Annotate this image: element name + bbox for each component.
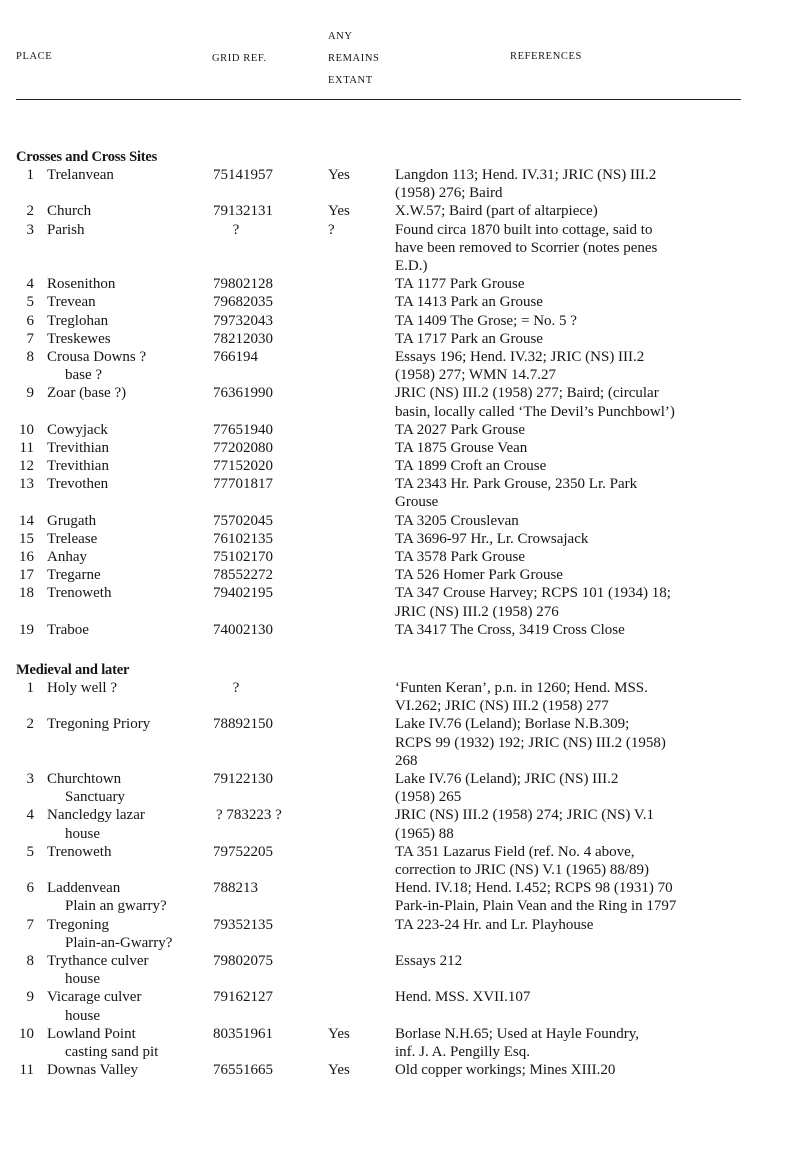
grid-ref: 80351961 [213,1025,273,1042]
reference-line: TA 351 Lazarus Field (ref. No. 4 above, [395,843,635,860]
place-name [47,843,111,861]
table-row [0,621,800,639]
reference-line: TA 1717 Park an Grouse [395,330,543,347]
place-name [47,348,146,384]
row-number: 9 [26,989,34,1006]
place-name [47,584,111,602]
references [395,952,745,970]
place-line: Crousa Downs ? [47,348,147,365]
references [395,879,745,915]
reference-line: TA 1409 The Grose; = No. 5 ? [395,312,577,329]
reference-line: TA 2343 Hr. Park Grouse, 2350 Lr. Park [395,476,638,493]
references [395,988,745,1006]
row-number: 5 [26,843,34,860]
place-name [47,952,149,988]
references [395,512,745,530]
reference-line: JRIC (NS) III.2 (1958) 276 [395,603,559,620]
row-number: 6 [26,880,34,897]
grid-ref: 79732043 [213,312,273,329]
reference-line: TA 223-24 Hr. and Lr. Playhouse [395,916,594,933]
table-row [0,916,800,952]
header-extant-line1: ANY [328,31,353,42]
grid-ref: 75102170 [213,549,273,566]
reference-line: Hend. IV.18; Hend. I.452; RCPS 98 (1931) 70 [395,880,673,897]
place-name [47,293,96,311]
place-subline: Plain an gwarry? [65,898,167,915]
table-row [0,806,800,842]
table-row [0,166,800,202]
table-row [0,988,800,1024]
reference-line: TA 526 Homer Park Grouse [395,567,563,584]
place-line: Parish [47,221,85,238]
place-line: Cowyjack [47,421,108,438]
table-row [0,421,800,439]
table-row [0,548,800,566]
reference-line: E.D.) [395,257,428,274]
place-line: Vicarage culver [47,989,142,1006]
references [395,770,745,806]
reference-line: Hend. MSS. XVII.107 [395,989,531,1006]
place-line: Tregoning Priory [47,716,151,733]
grid-ref: 77152020 [213,458,273,475]
place-subline: base ? [65,367,103,384]
reference-line: Lake IV.76 (Leland); JRIC (NS) III.2 [395,770,619,787]
place-line: Downas Valley [47,1062,138,1079]
row-number: 5 [26,294,34,311]
place-line: Lowland Point [47,1025,136,1042]
reference-line: TA 347 Crouse Harvey; RCPS 101 (1934) 18; [395,585,671,602]
place-line: Nancledgy lazar [47,807,145,824]
references [395,457,745,475]
place-line: Trevithian [47,439,109,456]
remains-extant: Yes [328,203,350,220]
reference-line: Lake IV.76 (Leland); Borlase N.B.309; [395,716,630,733]
row-number: 9 [26,385,34,402]
place-line: Zoar (base ?) [47,385,127,402]
row-number: 19 [19,621,34,638]
references [395,166,745,202]
table-row [0,384,800,420]
place-name [47,548,87,566]
grid-ref: 77701817 [213,476,273,493]
reference-line: TA 1875 Grouse Vean [395,439,528,456]
place-name [47,621,89,639]
reference-line: basin, locally called ‘The Devil’s Punchbowl’) [395,403,675,420]
place-subline: Plain-an-Gwarry? [65,934,173,951]
place-name [47,1025,158,1061]
references [395,916,745,934]
place-name [47,679,117,697]
table-rows [0,166,800,639]
references [395,439,745,457]
row-number: 10 [19,1025,34,1042]
reference-line: VI.262; JRIC (NS) III.2 (1958) 277 [395,698,609,715]
grid-ref: 79752205 [213,843,273,860]
place-name [47,770,125,806]
place-subline: Sanctuary [65,789,125,806]
row-number: 7 [26,330,34,347]
reference-line: TA 1413 Park an Grouse [395,294,543,311]
table-row [0,512,800,530]
grid-ref: 76551665 [213,1062,273,1079]
table-row [0,221,800,276]
references [395,621,745,639]
section-title: Medieval and later [16,662,130,678]
row-number: 8 [26,952,34,969]
references [395,566,745,584]
header-references: REFERENCES [510,51,582,62]
place-line: Trevithian [47,458,109,475]
place-name [47,202,91,220]
place-name [47,166,114,184]
row-number: 12 [19,458,34,475]
table-row [0,1061,800,1079]
row-number: 2 [26,203,34,220]
place-line: Holy well ? [47,680,117,696]
reference-line: TA 3417 The Cross, 3419 Cross Close [395,621,625,638]
grid-ref: 79352135 [213,916,273,933]
references [395,584,745,620]
table-row [0,439,800,457]
reference-line: TA 2027 Park Grouse [395,421,526,438]
reference-line: RCPS 99 (1932) 192; JRIC (NS) III.2 (1958) [395,734,666,751]
references [395,715,745,770]
grid-ref: 77202080 [213,439,273,456]
table-row [0,202,800,220]
place-line: Church [47,203,92,220]
row-number: 18 [19,585,34,602]
grid-ref: 74002130 [213,621,273,638]
row-number: 7 [26,916,34,933]
row-number: 1 [26,680,34,696]
table-row [0,475,800,511]
grid-ref: 75141957 [213,167,273,183]
header-grid-ref: GRID REF. [212,53,267,64]
grid-ref: ? [232,680,240,696]
remains-extant: Yes [328,1062,350,1079]
references [395,330,745,348]
references [395,384,745,420]
header-extant-line2: REMAINS [328,53,380,64]
table-row [0,584,800,620]
place-line: Tregarne [47,567,101,584]
reference-line: (1965) 88 [395,825,454,842]
reference-line: TA 3696-97 Hr., Lr. Crowsajack [395,530,589,547]
place-name [47,275,115,293]
place-name [47,879,167,915]
references [395,275,745,293]
place-line: Trelease [47,530,98,547]
table-row [0,293,800,311]
place-line: Grugath [47,512,97,529]
place-name [47,806,145,842]
grid-ref: 76361990 [213,385,273,402]
grid-ref: 79802075 [213,952,273,969]
references [395,312,745,330]
reference-line: (1958) 276; Baird [395,185,503,202]
grid-ref: 75702045 [213,512,273,529]
references [395,679,745,715]
place-name [47,439,109,457]
reference-line: have been removed to Scorrier (notes penes [395,239,658,256]
place-name [47,1061,138,1079]
reference-line: TA 3205 Crouslevan [395,512,519,529]
grid-ref: 77651940 [213,421,273,438]
references [395,806,745,842]
table-row [0,330,800,348]
row-number: 4 [26,276,34,293]
remains-extant: Yes [328,167,350,183]
place-subline: house [65,825,100,842]
place-name [47,715,150,733]
reference-line: JRIC (NS) III.2 (1958) 274; JRIC (NS) V.1 [395,807,655,824]
place-name [47,475,108,493]
place-name [47,566,101,584]
grid-ref: 79802128 [213,276,273,293]
place-name [47,916,172,952]
table-row [0,566,800,584]
reference-line: correction to JRIC (NS) V.1 (1965) 88/89) [395,861,650,878]
reference-line: JRIC (NS) III.2 (1958) 277; Baird; (circular [395,385,659,402]
reference-line: Essays 212 [395,952,463,969]
remains-extant: ? [328,221,335,238]
place-line: Traboe [47,621,89,638]
place-name [47,512,96,530]
row-number: 11 [19,1062,34,1079]
reference-line: Old copper workings; Mines XIII.20 [395,1062,616,1079]
grid-ref: ? 783223 ? [216,807,282,824]
place-name [47,330,111,348]
place-line: Laddenvean [47,880,121,897]
reference-line: X.W.57; Baird (part of altarpiece) [395,203,598,220]
grid-ref: 79402195 [213,585,273,602]
place-line: Anhay [47,549,87,566]
header-place: PLACE [16,51,53,62]
place-name [47,530,97,548]
row-number: 4 [26,807,34,824]
reference-line: Borlase N.H.65; Used at Hayle Foundry, [395,1025,639,1042]
place-line: Tregoning [47,916,109,933]
place-line: Trenoweth [47,585,112,602]
table-row [0,1025,800,1061]
grid-ref: 79132131 [213,203,273,220]
reference-line: ‘Funten Keran’, p.n. in 1260; Hend. MSS. [395,680,648,696]
table-row [0,952,800,988]
row-number: 8 [26,348,34,365]
references [395,475,745,511]
reference-line: Grouse [395,494,439,511]
place-line: Trevean [47,294,96,311]
grid-ref: 76102135 [213,530,273,547]
reference-line: TA 1177 Park Grouse [395,276,525,293]
reference-line: Park-in-Plain, Plain Vean and the Ring in 1797 [395,898,677,915]
table-row [0,770,800,806]
table-row [0,348,800,384]
reference-line: (1958) 265 [395,789,462,806]
place-subline: house [65,1007,100,1024]
row-number: 16 [19,549,34,566]
place-line: Trevothen [47,476,109,493]
table-row [0,530,800,548]
row-number: 13 [19,476,34,493]
row-number: 15 [19,530,34,547]
references [395,530,745,548]
grid-ref: 79682035 [213,294,273,311]
place-line: Treglohan [47,312,109,329]
references [395,843,745,879]
place-name [47,988,141,1024]
grid-ref: ? [232,221,240,238]
place-name [47,421,108,439]
row-number: 3 [26,770,34,787]
reference-line: Langdon 113; Hend. IV.31; JRIC (NS) III.2 [395,167,657,183]
place-line: Trythance culver [47,952,149,969]
grid-ref: 78552272 [213,567,273,584]
table-row [0,879,800,915]
grid-ref: 788213 [213,880,258,897]
grid-ref: 79122130 [213,770,273,787]
table-row [0,843,800,879]
header-divider [16,99,741,100]
row-number: 2 [26,716,34,733]
remains-extant: Yes [328,1025,350,1042]
place-subline: casting sand pit [65,1043,159,1060]
section-title: Crosses and Cross Sites [16,149,158,165]
references [395,221,745,276]
table-row [0,275,800,293]
row-number: 14 [19,512,34,529]
grid-ref: 79162127 [213,989,273,1006]
table-row [0,457,800,475]
reference-line: Found circa 1870 built into cottage, said to [395,221,653,238]
references [395,1025,745,1061]
place-name [47,457,109,475]
references [395,1061,745,1079]
references [395,293,745,311]
references [395,202,745,220]
place-name [47,312,108,330]
row-number: 11 [19,439,34,456]
row-number: 10 [19,421,34,438]
references [395,421,745,439]
place-line: Trenoweth [47,843,112,860]
table-row [0,312,800,330]
place-line: Trelanvean [47,167,114,183]
reference-line: 268 [395,752,418,769]
table-row [0,715,800,770]
reference-line: TA 3578 Park Grouse [395,549,526,566]
place-name [47,384,126,402]
place-line: Rosenithon [47,276,116,293]
row-number: 3 [26,221,34,238]
header-extant-line3: EXTANT [328,75,373,86]
references [395,348,745,384]
place-line: Treskewes [47,330,111,347]
table-row [0,679,800,715]
reference-line: TA 1899 Croft an Crouse [395,458,547,475]
row-number: 6 [26,312,34,329]
row-number: 1 [26,167,34,183]
grid-ref: 766194 [213,348,258,365]
place-subline: house [65,971,100,988]
table-rows [0,679,800,1079]
references [395,548,745,566]
place-name [47,221,85,239]
grid-ref: 78212030 [213,330,273,347]
grid-ref: 78892150 [213,716,273,733]
row-number: 17 [19,567,34,584]
place-line: Churchtown [47,770,122,787]
reference-line: Essays 196; Hend. IV.32; JRIC (NS) III.2 [395,348,645,365]
reference-line: inf. J. A. Pengilly Esq. [395,1043,531,1060]
reference-line: (1958) 277; WMN 14.7.27 [395,367,556,384]
